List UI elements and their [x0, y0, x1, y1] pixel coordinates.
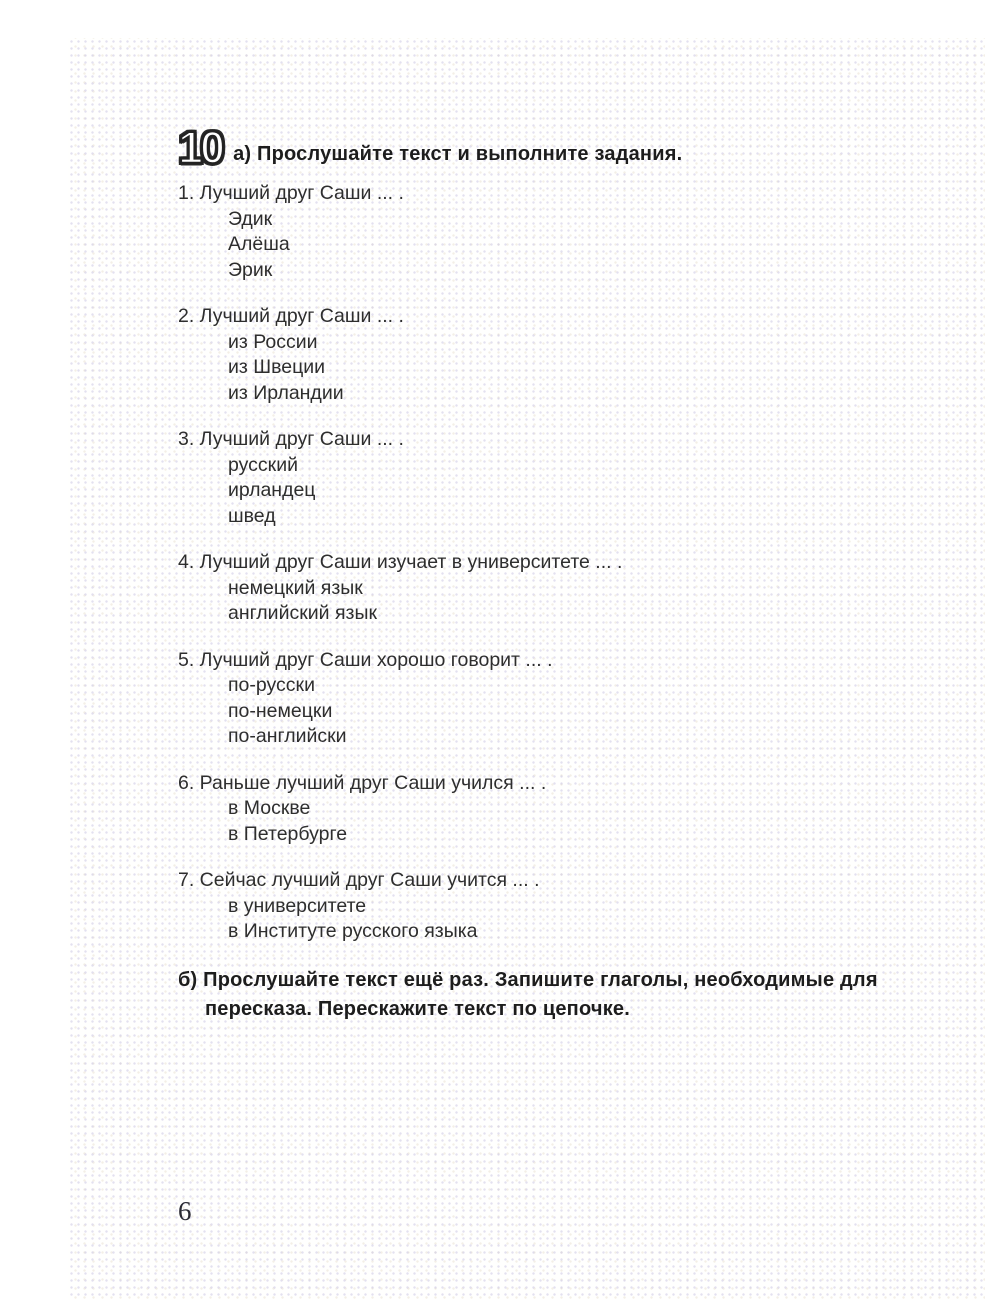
page-number: 6 [178, 1196, 192, 1226]
answer-option: в Москве [228, 797, 311, 819]
answer-option: английский язык [228, 602, 377, 624]
question-text: 3. Лучший друг Саши ... . [178, 428, 404, 450]
answer-option: Эдик [228, 207, 273, 230]
question-text: 7. Сейчас лучший друг Саши учится ... . [178, 869, 540, 891]
answer-option: Эрик [228, 258, 273, 281]
question-text: 4. Лучший друг Саши изучает в университете ... . [178, 551, 623, 573]
question-block [178, 427, 938, 529]
part-b-instruction: б) Прослушайте текст ещё раз. Запишите глаголы, необходимые для пересказа. Перескажите текст по цепочке. [178, 968, 878, 1020]
answer-option: из России [228, 330, 318, 353]
exercise-header [178, 122, 938, 173]
part-a-heading: а) Прослушайте текст и выполните задания. [233, 143, 683, 165]
answer-option: Алёша [228, 233, 290, 255]
answer-option: по-немецки [228, 699, 333, 722]
questions-list [178, 181, 938, 945]
exercise-number-badge: 10 [178, 122, 223, 173]
answer-option: ирландец [228, 479, 316, 501]
answer-option: из Ирландии [228, 381, 344, 404]
question-block [178, 868, 938, 945]
question-text: 2. Лучший друг Саши ... . [178, 305, 404, 327]
answer-option: в Петербурге [228, 822, 348, 845]
question-text: 6. Раньше лучший друг Саши учился ... . [178, 771, 547, 794]
question-block [178, 771, 938, 848]
answer-option: немецкий язык [228, 576, 363, 599]
answer-option: швед [228, 504, 276, 527]
question-text: 1. Лучший друг Саши ... . [178, 182, 404, 204]
answer-option: по-английски [228, 725, 347, 747]
page-content [68, 38, 938, 1024]
question-text: 5. Лучший друг Саши хорошо говорит ... . [178, 648, 553, 671]
question-block [178, 550, 938, 627]
answer-option: русский [228, 453, 298, 476]
answer-option: в Институте русского языка [228, 920, 478, 942]
answer-option: по-русски [228, 674, 315, 696]
question-block [178, 648, 938, 750]
question-block [178, 181, 938, 283]
textbook-page [68, 38, 985, 1300]
answer-option: из Швеции [228, 356, 326, 378]
answer-option: в университете [228, 894, 367, 917]
question-block [178, 304, 938, 406]
